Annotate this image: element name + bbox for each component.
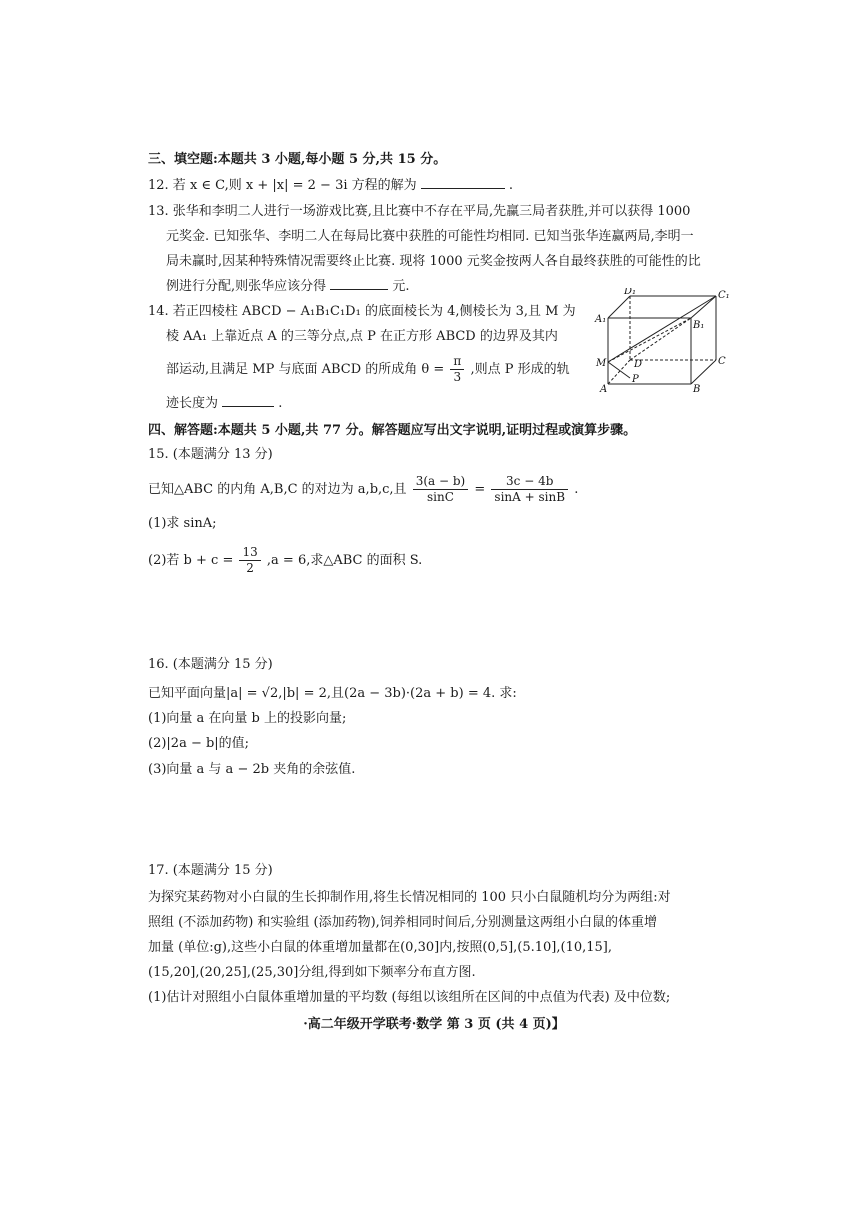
q15-frac1-denominator: sinC bbox=[427, 490, 454, 504]
label-d1: D₁ bbox=[624, 288, 637, 297]
label-m: M bbox=[596, 358, 607, 369]
q15-stem-text: 已知△ABC 的内角 A,B,C 的对边为 a,b,c,且 bbox=[148, 482, 407, 497]
section-4-heading: 四、解答题:本题共 5 小题,共 77 分。解答题应写出文字说明,证明过程或演算步骤。 bbox=[148, 423, 637, 438]
q17-part-1: (1)估计对照组小白鼠体重增加量的平均数 (每组以该组所在区间的中点值为代表) 及中位数; bbox=[148, 990, 671, 1005]
q13-tail: 元. bbox=[392, 279, 410, 294]
q13-line-2: 元奖金. 已知张华、李明二人在每局比赛中获胜的可能性均相同. 已知当张华连赢两局,李明一 bbox=[166, 229, 694, 244]
q15-part2-tail: ,a = 6,求△ABC 的面积 S. bbox=[266, 553, 423, 568]
edge-d1a1 bbox=[608, 296, 630, 318]
q15-title: 15. (本题满分 13 分) bbox=[148, 447, 273, 462]
q17-line-2: 照组 (不添加药物) 和实验组 (添加药物),饲养相同时间后,分别测量这两组小白鼠的体重增 bbox=[148, 915, 657, 930]
q15-frac2-numerator: 3c − 4b bbox=[491, 474, 568, 490]
q15-part-1: (1)求 sinA; bbox=[148, 516, 217, 531]
q15-fraction-1 bbox=[413, 474, 469, 505]
q14-line-3 bbox=[166, 354, 570, 385]
question-12 bbox=[148, 176, 513, 196]
segment-mp bbox=[608, 362, 630, 378]
segment-mb1 bbox=[608, 318, 691, 362]
q13-line-3: 局未赢时,因某种特殊情况需要终止比赛. 现将 1000 元奖金按两人各自最终获胜的可能性的比 bbox=[166, 254, 701, 269]
segment-db1 bbox=[630, 318, 691, 360]
q14-line-2: 棱 AA₁ 上靠近点 A 的三等分点,点 P 在正方形 ABCD 的边界及其内 bbox=[166, 329, 558, 344]
q15-frac1-numerator: 3(a − b) bbox=[413, 474, 469, 490]
q15-part2-fraction bbox=[239, 545, 260, 576]
q13-line-4 bbox=[166, 277, 410, 297]
q16-part-1: (1)向量 a 在向量 b 上的投影向量; bbox=[148, 711, 347, 726]
q16-part-2: (2)|2a − b|的值; bbox=[148, 736, 250, 751]
q14-text: 部运动,且满足 MP 与底面 ABCD 的所成角 θ = bbox=[166, 362, 445, 377]
label-b1: B₁ bbox=[693, 320, 705, 331]
label-a: A bbox=[600, 384, 608, 395]
q14-tail: . bbox=[278, 396, 283, 411]
label-a1: A₁ bbox=[595, 314, 607, 325]
q15-part2-denominator: 2 bbox=[246, 561, 254, 575]
q14-text-3: 迹长度为 bbox=[166, 396, 219, 411]
q15-equals: = bbox=[474, 482, 486, 497]
prism-figure bbox=[594, 288, 734, 396]
theta-fraction bbox=[450, 354, 464, 385]
edge-ad bbox=[608, 360, 630, 384]
label-c1: C₁ bbox=[718, 290, 730, 301]
q13-text: 例进行分配,则张华应该分得 bbox=[166, 279, 327, 294]
theta-denominator: 3 bbox=[453, 370, 462, 384]
q14-answer-blank[interactable] bbox=[222, 394, 274, 407]
q15-stem-tail: . bbox=[574, 482, 579, 497]
theta-numerator: π bbox=[450, 354, 464, 370]
q12-tail: . bbox=[508, 178, 514, 193]
q15-stem bbox=[148, 474, 578, 505]
section-3-heading: 三、填空题:本题共 3 小题,每小题 5 分,共 15 分。 bbox=[148, 152, 447, 167]
q14-text-2: ,则点 P 形成的轨 bbox=[470, 362, 570, 377]
label-b: B bbox=[693, 384, 701, 395]
label-p: P bbox=[632, 374, 639, 385]
edge-c1b1 bbox=[691, 296, 716, 318]
q17-line-3: 加量 (单位:g),这些小白鼠的体重增加量都在(0,30]内,按照(0,5],(5.10],(10,15], bbox=[148, 940, 612, 955]
q12-answer-blank[interactable] bbox=[421, 176, 505, 189]
q14-line-4 bbox=[166, 394, 282, 414]
q13-line-1: 13. 张华和李明二人进行一场游戏比赛,且比赛中不存在平局,先赢三局者获胜,并可以获得 1000 bbox=[148, 204, 691, 219]
q15-frac2-denominator: sinA + sinB bbox=[494, 490, 566, 504]
q16-part-3: (3)向量 a 与 a − 2b 夹角的余弦值. bbox=[148, 762, 356, 777]
q15-fraction-2 bbox=[491, 474, 568, 505]
label-c: C bbox=[718, 356, 726, 367]
q17-line-4: (15,20],(20,25],(25,30]分组,得到如下频率分布直方图. bbox=[148, 965, 476, 980]
q17-title: 17. (本题满分 15 分) bbox=[148, 863, 273, 878]
edge-bc bbox=[691, 360, 716, 384]
page-footer: ·高二年级开学联考·数学 第 3 页 (共 4 页)】 bbox=[303, 1017, 565, 1032]
q15-part-2 bbox=[148, 545, 422, 576]
q16-stem: 已知平面向量|a| = √2,|b| = 2,且(2a − 3b)·(2a + b) = 4. 求: bbox=[148, 686, 517, 701]
q17-line-1: 为探究某药物对小白鼠的生长抑制作用,将生长情况相同的 100 只小白鼠随机均分为两组:对 bbox=[148, 890, 671, 905]
label-d: D bbox=[634, 359, 643, 370]
q16-title: 16. (本题满分 15 分) bbox=[148, 657, 273, 672]
q12-text: 12. 若 x ∈ C,则 x + |x| = 2 − 3i 方程的解为 bbox=[148, 178, 417, 193]
q15-part2-numerator: 13 bbox=[239, 545, 260, 561]
q13-answer-blank[interactable] bbox=[330, 277, 388, 290]
q15-part2-text: (2)若 b + c = bbox=[148, 553, 234, 568]
q14-line-1: 14. 若正四棱柱 ABCD − A₁B₁C₁D₁ 的底面棱长为 4,侧棱长为 3,且 M 为 bbox=[148, 304, 576, 319]
